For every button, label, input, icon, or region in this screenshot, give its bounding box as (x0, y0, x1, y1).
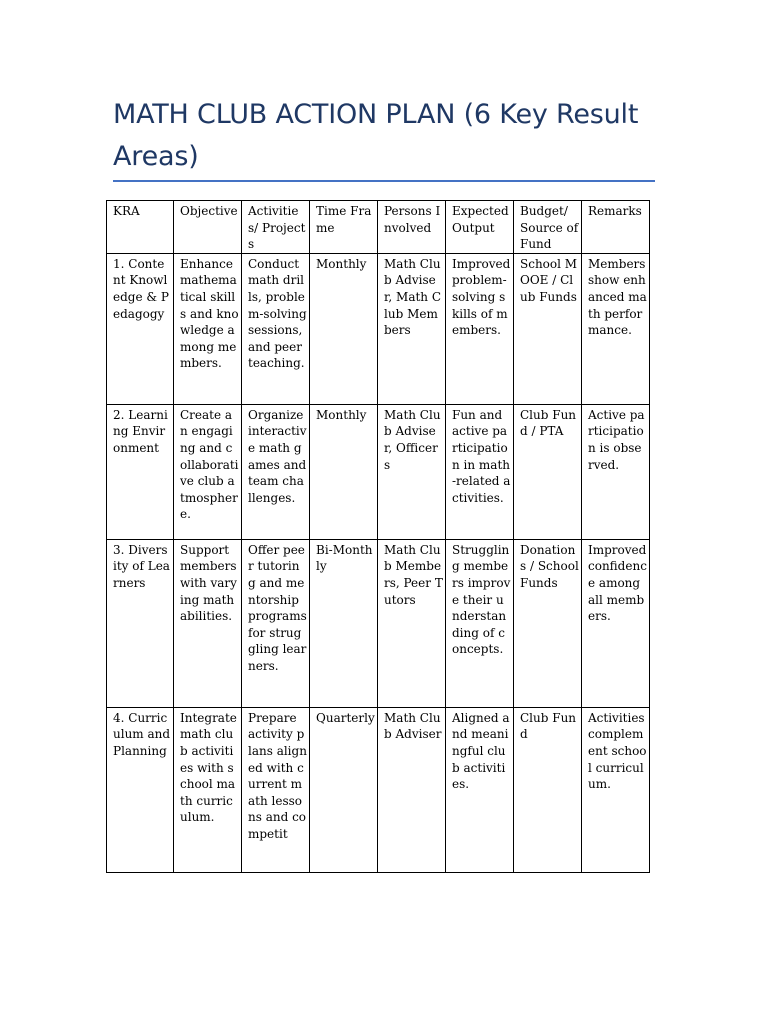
table-cell: Monthly (310, 404, 378, 539)
table-cell: Aligned and meaningful club activities. (446, 707, 514, 872)
document-title: MATH CLUB ACTION PLAN (6 Key Result Areas) (113, 99, 639, 172)
table-cell: Math Club Adviser, Officers (378, 404, 446, 539)
table-cell: Integrate math club activities with school math curriculum. (174, 707, 242, 872)
column-header: Expected Output (446, 201, 514, 254)
table-cell-text: Prepare activity plans aligned with current math lessons and competit (248, 710, 307, 841)
table-cell: Fun and active participation in math-related activities. (446, 404, 514, 539)
column-header: Time Frame (310, 201, 378, 254)
table-cell (242, 707, 310, 872)
table-row (107, 707, 650, 872)
table-cell: 3. Diversity of Learners (107, 539, 174, 707)
table-cell: Activities complement school curriculum. (582, 707, 650, 872)
table-cell: Struggling members improve their understanding of concepts. (446, 539, 514, 707)
table-cell: Improved confidence among all members. (582, 539, 650, 707)
table-cell: Support members with varying math abilities. (174, 539, 242, 707)
column-header: KRA (107, 201, 174, 254)
table-cell: Conduct math drills, problem-solving sessions, and peer teaching. (242, 253, 310, 404)
table-cell: Math Club Members, Peer Tutors (378, 539, 446, 707)
table-cell: Members show enhanced math performance. (582, 253, 650, 404)
column-header: Activities/ Projects (242, 201, 310, 254)
table-cell: Math Club Adviser, Math Club Members (378, 253, 446, 404)
action-plan-table (106, 200, 650, 873)
column-header: Persons Involved (378, 201, 446, 254)
table-cell: 4. Curriculum and Planning (107, 707, 174, 872)
table-cell: School MOOE / Club Funds (514, 253, 582, 404)
table-row (107, 539, 650, 707)
table-cell: Organize interactive math games and team challenges. (242, 404, 310, 539)
table-cell: 2. Learning Environment (107, 404, 174, 539)
column-header: Remarks (582, 201, 650, 254)
table-cell: Donations / School Funds (514, 539, 582, 707)
table-row (107, 253, 650, 404)
table-cell: Monthly (310, 253, 378, 404)
table-cell: Club Fund (514, 707, 582, 872)
table-cell: Club Fund / PTA (514, 404, 582, 539)
table-cell: Math Club Adviser (378, 707, 446, 872)
table-cell: Offer peer tutoring and mentorship programs for struggling learners. (242, 539, 310, 707)
table-cell: Active participation is observed. (582, 404, 650, 539)
table-cell: 1. Content Knowledge & Pedagogy (107, 253, 174, 404)
table-row (107, 404, 650, 539)
table-cell: Bi-Monthly (310, 539, 378, 707)
title-underline (113, 180, 655, 182)
table-cell: Quarterly (310, 707, 378, 872)
column-header: Budget/ Source of Fund (514, 201, 582, 254)
table-cell: Enhance mathematical skills and knowledge among members. (174, 253, 242, 404)
table-header-row (107, 201, 650, 254)
table-cell: Create an engaging and collaborative club atmosphere. (174, 404, 242, 539)
column-header: Objective (174, 201, 242, 254)
table-cell: Improved problem-solving skills of members. (446, 253, 514, 404)
